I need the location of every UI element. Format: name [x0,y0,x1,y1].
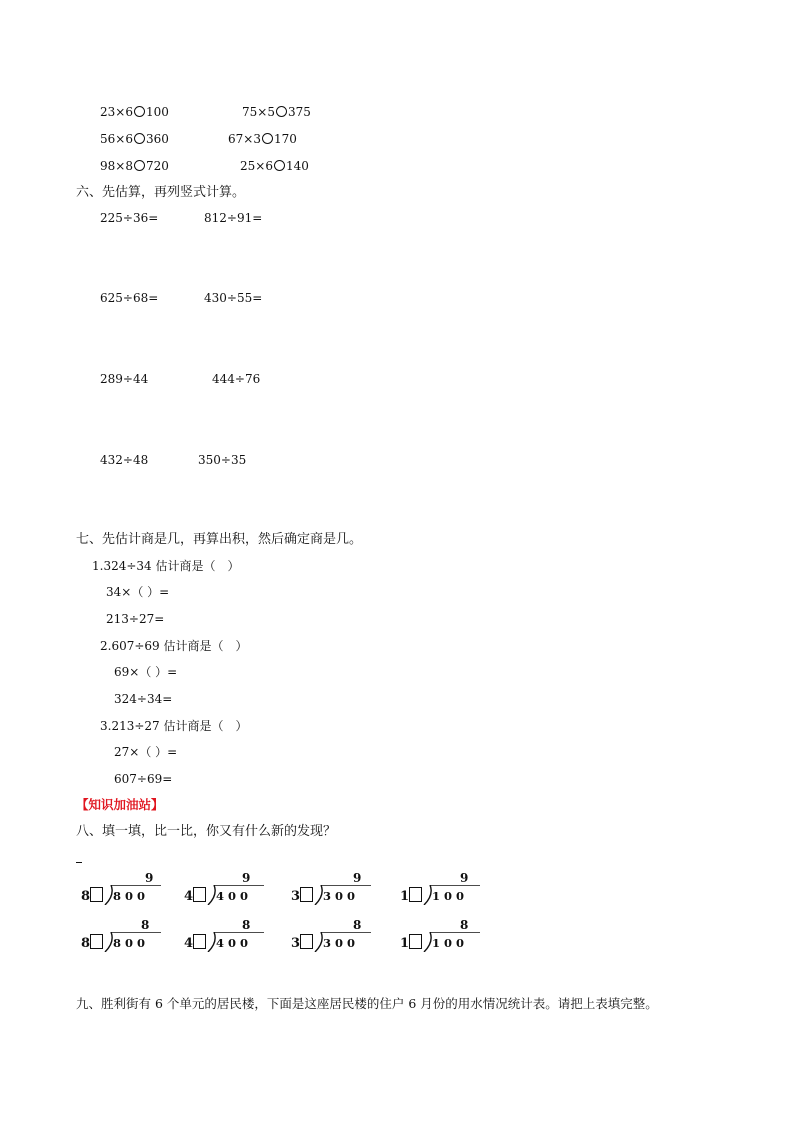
quotient: 9 [353,871,362,885]
expression: 98×8 [100,159,133,173]
compare-row-3 [100,158,169,174]
quotient: 9 [242,871,251,885]
section-7-title: 七、先估计商是几，再算出积，然后确定商是几。 [76,532,363,547]
quotient: 9 [460,871,469,885]
division-problem: 812÷91= [204,211,263,225]
division-problem: 350÷35 [198,453,247,467]
value: 170 [273,132,297,146]
value: 720 [145,159,169,173]
blank-box[interactable] [300,934,313,949]
section-9-title: 九、胜利街有 6 个单元的居民楼，下面是这座居民楼的住户 6 月份的用水情况统计表。请把上表填完整。 [76,996,658,1011]
stray-dash [76,862,82,863]
expression: 67×3 [228,132,261,146]
divisor-digit: 3 [291,936,301,951]
dividend: 400 [216,936,253,950]
value: 100 [145,105,169,119]
compare-circle[interactable] [134,133,145,144]
knowledge-station-label: 【知识加油站】 [76,797,164,812]
dividend: 400 [216,889,253,903]
dividend: 300 [323,889,360,903]
compare-row-2 [100,131,169,147]
division-problem: 432÷48 [100,453,149,467]
value: 140 [285,159,309,173]
expression: 56×6 [100,132,133,146]
dividend: 800 [113,889,150,903]
product-line: 69×（ ）= [114,665,178,679]
long-division [184,871,264,909]
section-6-title: 六、先估算，再列竖式计算。 [76,185,246,200]
blank-box[interactable] [409,887,422,902]
expression: 23×6 [100,105,133,119]
division-line: 607÷69= [114,772,173,786]
divisor-digit: 1 [400,889,410,904]
compare-circle[interactable] [262,133,273,144]
long-division [400,871,480,909]
blank-box[interactable] [90,887,103,902]
long-division [400,918,480,956]
divisor-digit: 8 [81,936,91,951]
quotient: 8 [242,918,251,932]
compare-circle[interactable] [134,160,145,171]
section-8-title: 八、填一填，比一比，你又有什么新的发现？ [76,824,337,839]
value: 360 [145,132,169,146]
quotient: 8 [141,918,150,932]
dividend: 100 [432,889,469,903]
long-division [291,918,371,956]
dividend: 300 [323,936,360,950]
compare-row-1-right [242,104,311,120]
division-line: 213÷27= [106,612,165,626]
dividend: 800 [113,936,150,950]
blank-box[interactable] [409,934,422,949]
compare-circle[interactable] [274,160,285,171]
long-division [81,918,161,956]
estimate-question: 2.607÷69 估计商是（ ） [100,639,248,653]
blank-box[interactable] [90,934,103,949]
divisor-digit: 4 [184,936,194,951]
division-line: 324÷34= [114,692,173,706]
blank-box[interactable] [193,887,206,902]
compare-circle[interactable] [276,106,287,117]
quotient: 9 [145,871,154,885]
long-division [81,871,161,909]
division-problem: 289÷44 [100,372,149,386]
division-problem: 225÷36= [100,211,159,225]
division-problem: 444÷76 [212,372,261,386]
dividend: 100 [432,936,469,950]
blank-box[interactable] [193,934,206,949]
divisor-digit: 4 [184,889,194,904]
compare-row-3-right [240,158,309,174]
quotient: 8 [460,918,469,932]
estimate-question: 1.324÷34 估计商是（ ） [92,559,240,573]
divisor-digit: 3 [291,889,301,904]
estimate-question: 3.213÷27 估计商是（ ） [100,719,248,733]
product-line: 27×（ ）= [114,745,178,759]
division-problem: 625÷68= [100,291,159,305]
divisor-digit: 8 [81,889,91,904]
compare-circle[interactable] [134,106,145,117]
compare-row-1 [100,104,169,120]
compare-row-2-right [228,131,297,147]
blank-box[interactable] [300,887,313,902]
long-division [291,871,371,909]
product-line: 34×（ ）= [106,585,170,599]
expression: 25×6 [240,159,273,173]
division-problem: 430÷55= [204,291,263,305]
quotient: 8 [353,918,362,932]
long-division [184,918,264,956]
value: 375 [287,105,311,119]
expression: 75×5 [242,105,275,119]
divisor-digit: 1 [400,936,410,951]
